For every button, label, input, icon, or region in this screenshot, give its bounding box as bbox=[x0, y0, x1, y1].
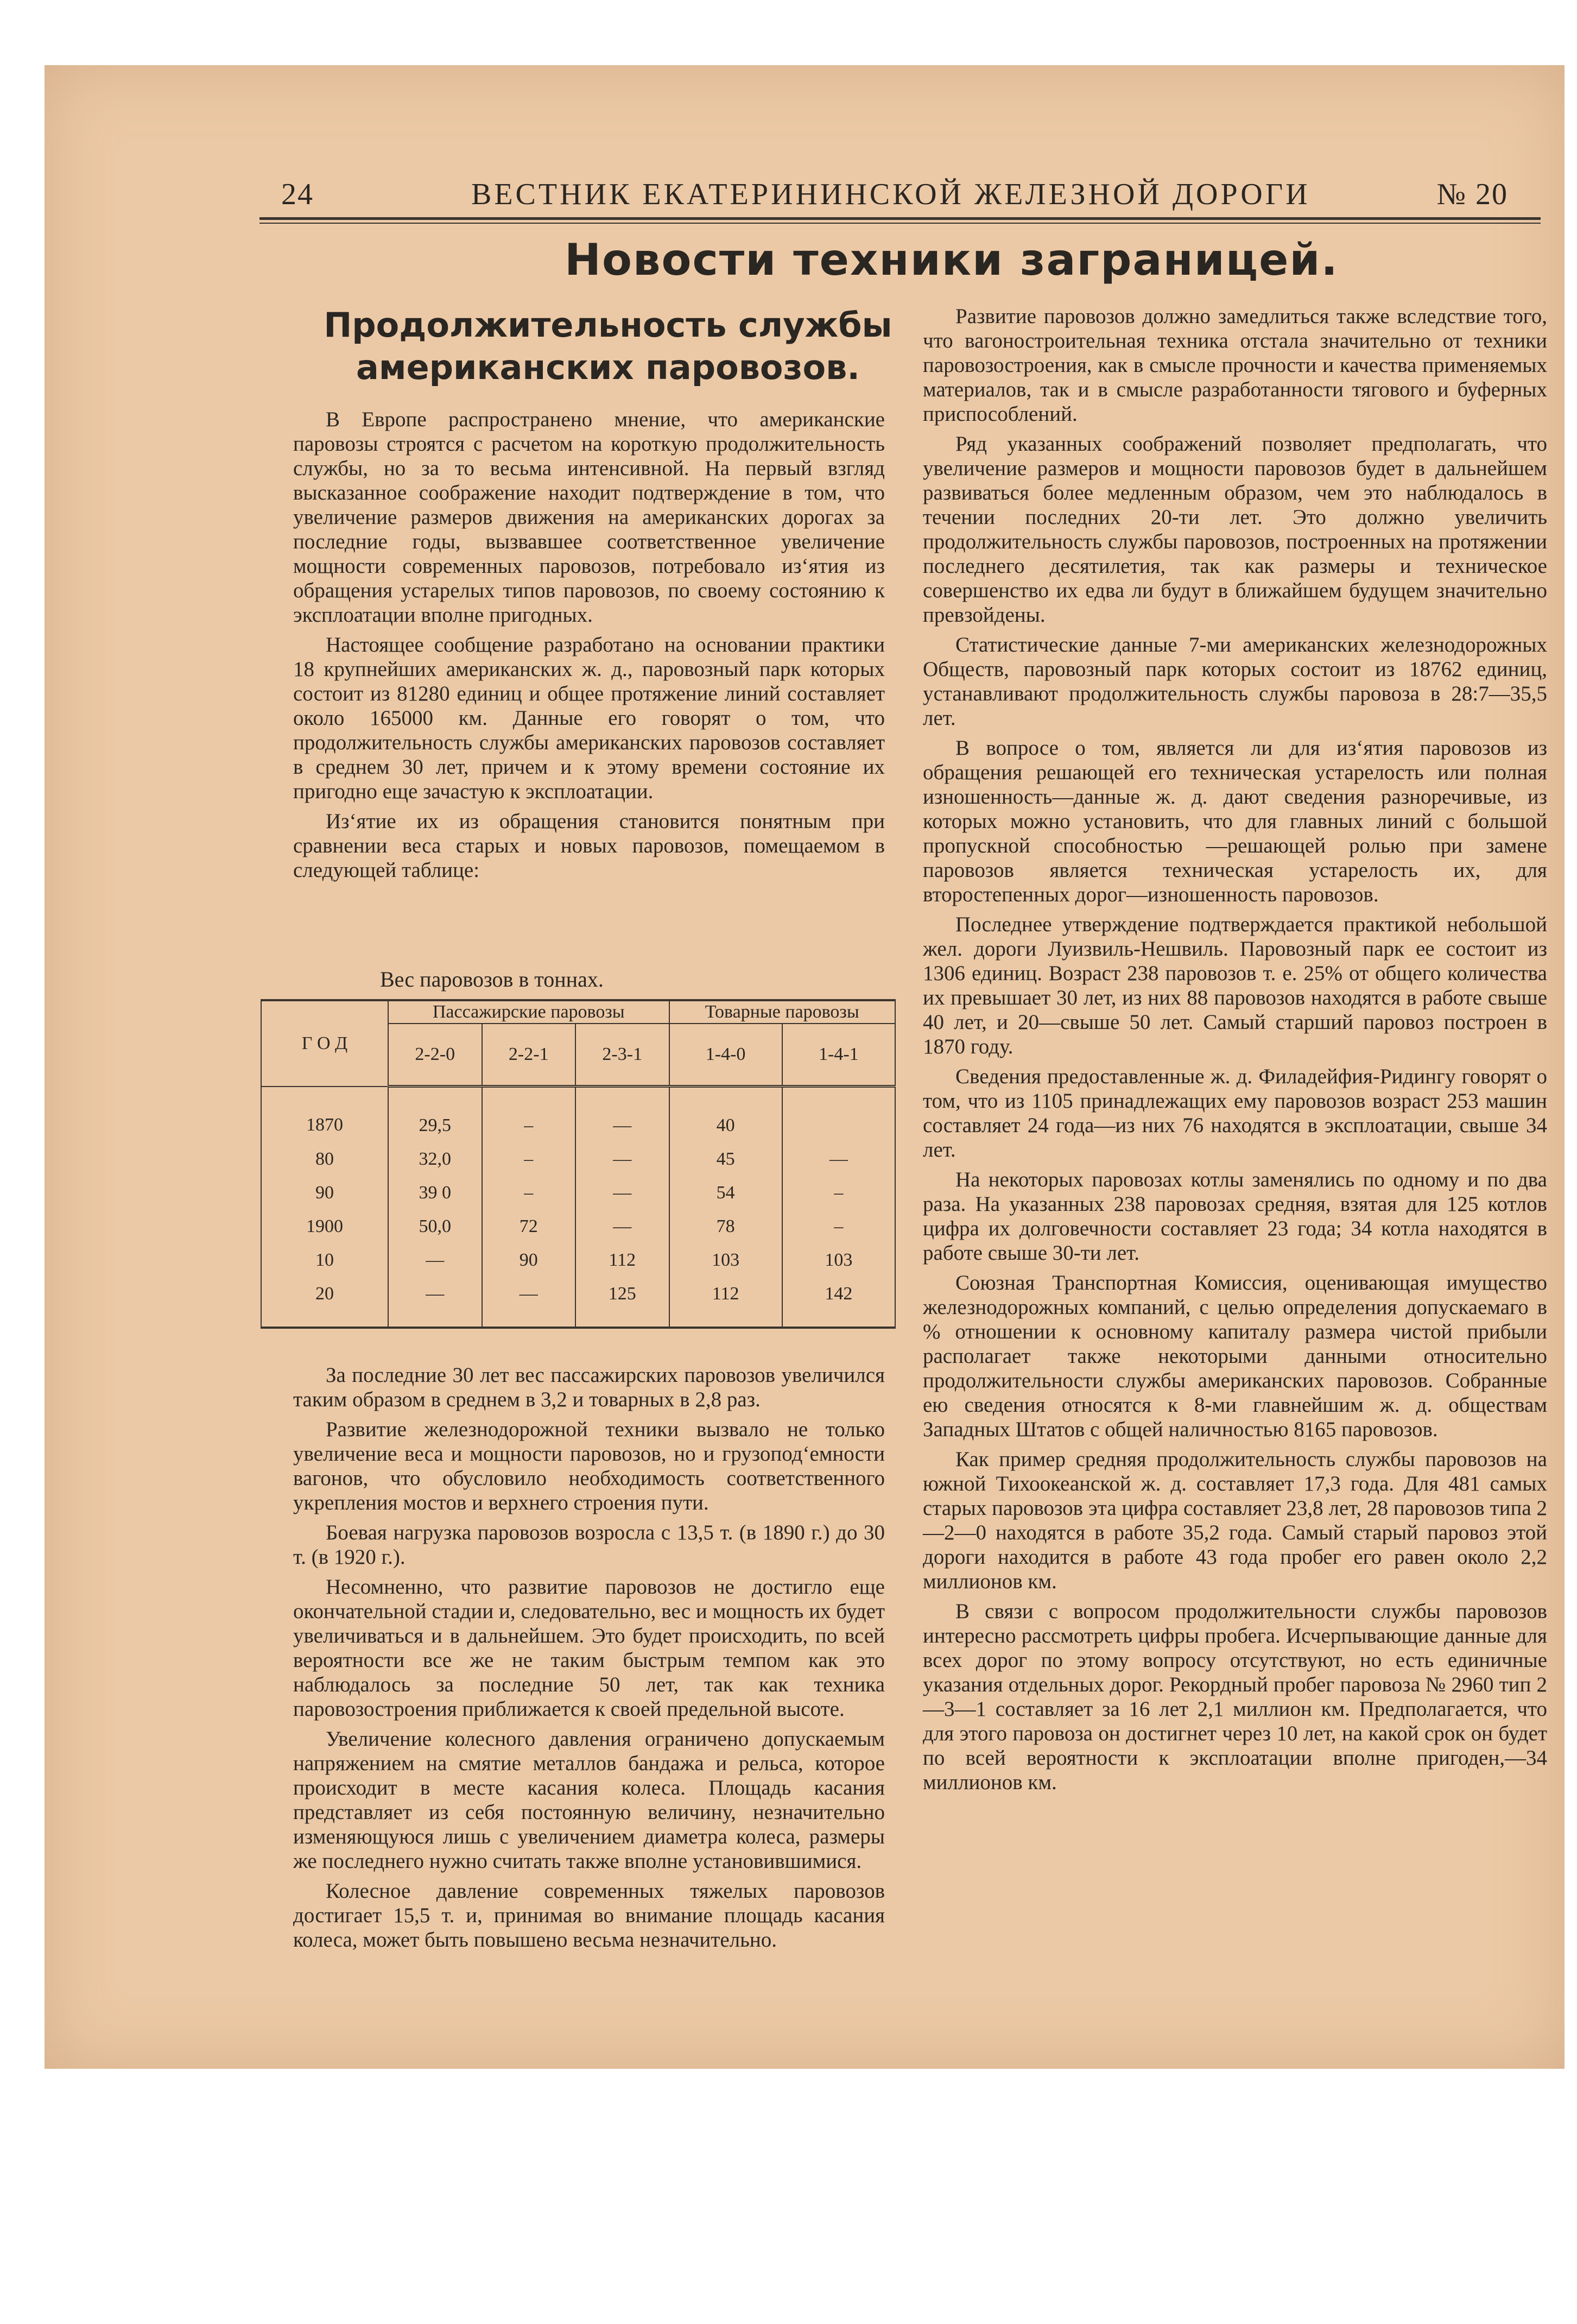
freight-group-header: Товарные паровозы bbox=[669, 1000, 896, 1024]
paragraph: Боевая нагрузка паровозов возросла с 13,5 т. (в 1890 г.) до 30 т. (в 1920 г.). bbox=[293, 1521, 885, 1569]
table-row bbox=[261, 1277, 895, 1328]
paragraph: Развитие паровозов должно замедлиться также вследствие того, что вагоностроительная техника отстала значительно от техники паровозостроения, как в смысле прочности и качества применяемых материалов, так и в смысле разработанности тягового и буферных приспособлений. bbox=[923, 305, 1547, 426]
locomotive-weight-table bbox=[261, 999, 896, 1329]
year-header: Г О Д bbox=[261, 1000, 388, 1087]
cell: – bbox=[482, 1087, 576, 1143]
paragraph: Настоящее сообщение разработано на основании практики 18 крупнейших американских ж. д., паровозный парк которых состоит из 81280 единиц и общее протяжение линий составляет около 165000 км. Данные его говорят о том, что продолжительность службы американских паровозов составляет в среднем 30 лет, причем и к этому времени состояние их пригодно еще зачастую к эксплоатации. bbox=[293, 633, 885, 803]
paragraph: За последние 30 лет вес пассажирских паровозов увеличился таким образом в среднем в 3,2 и товарных в 2,8 раз. bbox=[293, 1363, 885, 1411]
cell bbox=[782, 1087, 895, 1143]
paragraph: Последнее утверждение подтверждается практикой небольшой жел. дороги Луизвиль-Нешвиль. Паровозный парк ее состоит из 1306 единиц. Возраст 238 паровозов т. е. 25% от общего количества их превышает 30 лет, из них 88 паровозов находятся в работе свыше 40 лет, и 20—свыше 50 лет. Самый старший паровоз построен в 1870 году. bbox=[923, 913, 1547, 1058]
cell: — bbox=[575, 1176, 669, 1210]
cell: 1900 bbox=[261, 1210, 388, 1243]
paragraph: В вопросе о том, является ли для из‘ятия паровозов из обращения решающей его техническая устарелость или полная изношенность—данные ж. д. дают сведения разноречивые, из которых можно установить, что для главных линий с большой пропускной способностью —решающей ролью при замене паровозов является техническая устарелость их, для второстепенных дорог—изношенность паровозов. bbox=[923, 736, 1547, 906]
cell: 90 bbox=[482, 1243, 576, 1277]
passenger-group-header: Пассажирские паровозы bbox=[388, 1000, 669, 1024]
paragraph: Ряд указанных соображений позволяет предполагать, что увеличение размеров и мощности паровозов будет в дальнейшем развиваться более медленным образом, чем это наблюдалось в течении последних 20-ти лет. Это должно увеличить продолжительность службы паровозов, построенных на протяжении последнего десятилетия, так как размеры и техническое совершенство их едва ли будут в ближайшем будущем значительно превзойдены. bbox=[923, 432, 1547, 627]
cell: 112 bbox=[575, 1243, 669, 1277]
cell: — bbox=[388, 1243, 482, 1277]
cell: 50,0 bbox=[388, 1210, 482, 1243]
cell: — bbox=[575, 1142, 669, 1176]
cell: – bbox=[482, 1176, 576, 1210]
table-row bbox=[261, 1210, 895, 1243]
table-caption: Вес паровозов в тоннах. bbox=[380, 967, 604, 992]
cell: 10 bbox=[261, 1243, 388, 1277]
cell: 1870 bbox=[261, 1087, 388, 1143]
cell: 54 bbox=[669, 1176, 782, 1210]
cell: 80 bbox=[261, 1142, 388, 1176]
table-row bbox=[261, 1243, 895, 1277]
cell: – bbox=[482, 1142, 576, 1176]
cell: 39 0 bbox=[388, 1176, 482, 1210]
paragraph: В Европе распространено мнение, что американские паровозы строятся с расчетом на короткую продолжительность службы, но за то весьма интенсивной. На первый взгляд высказанное соображение находит подтверждение в том, что увеличение размеров движения на американских дорогах за последние годы, вызвавшее соответственное увеличение мощности современных паровозов, потребовало из‘ятия из обращения устарелых типов паровозов, по своему состоянию к эксплоатации вполне пригодных. bbox=[293, 408, 885, 627]
column-2 bbox=[923, 304, 1547, 1800]
column-1-bottom bbox=[293, 1363, 885, 1957]
paragraph: Колесное давление современных тяжелых паровозов достигает 15,5 т. и, принимая во внимание площадь касания колеса, может быть повышено весьма незначительно. bbox=[293, 1879, 885, 1952]
cell: — bbox=[575, 1087, 669, 1143]
paragraph: Несомненно, что развитие паровозов не достигло еще окончательной стадии и, следовательно, вес и мощность их будет увеличиваться и в дальнейшем. Это будет происходить, по всей вероятности все же не таким быстрым темпом как это наблюдалось за последние 50 лет, так как техника паровозостроения приближается к своей предельной высоте. bbox=[293, 1575, 885, 1721]
cell: 45 bbox=[669, 1142, 782, 1176]
header-rule bbox=[259, 217, 1541, 220]
table-row bbox=[261, 1087, 895, 1143]
type-header: 2-2-0 bbox=[388, 1024, 482, 1087]
cell: 20 bbox=[261, 1277, 388, 1328]
paragraph: Статистические данные 7-ми американских железнодорожных Обществ, паровозный парк которых состоит из 18762 единиц, устанавливают продолжительность службы паровоза в 28:7—35,5 лет. bbox=[923, 633, 1547, 730]
cell: 90 bbox=[261, 1176, 388, 1210]
cell: 32,0 bbox=[388, 1142, 482, 1176]
header-rule-thin bbox=[259, 223, 1541, 224]
cell: — bbox=[575, 1210, 669, 1243]
paragraph: Развитие железнодорожной техники вызвало не только увеличение веса и мощности паровозов, но и грузопод‘емности вагонов, что обусловило необходимость соответственного укрепления мостов и верхнего строения пути. bbox=[293, 1418, 885, 1514]
cell: 125 bbox=[575, 1277, 669, 1328]
paragraph: Из‘ятие их из обращения становится понятным при сравнении веса старых и новых паровозов, помещаемом в следующей таблице: bbox=[293, 810, 885, 882]
cell: 40 bbox=[669, 1087, 782, 1143]
paragraph: Сведения предоставленные ж. д. Филадейфия-Ридингу говорят о том, что из 1105 принадлежащих ему паровозов возраст 253 машин составляет 24 года—из них 76 находятся в эксплоатации, свыше 34 лет. bbox=[923, 1065, 1547, 1161]
type-header: 2-3-1 bbox=[575, 1024, 669, 1087]
paragraph: Союзная Транспортная Комиссия, оценивающая имущество железнодорожных компаний, с целью определения допускаемаго в % отношении к основному капиталу размера чистой прибыли располагает также некоторыми данными относительно продолжительности службы американских паровозов. Собранные ею сведения относятся к 8-ми главнейшим ж. д. обществам Западных Штатов с общей наличностью 8165 паровозов. bbox=[923, 1271, 1547, 1441]
cell: 103 bbox=[782, 1243, 895, 1277]
page-title: Новости техники заграницей. bbox=[565, 235, 1339, 285]
cell: 112 bbox=[669, 1277, 782, 1328]
cell: – bbox=[782, 1176, 895, 1210]
type-header: 1-4-0 bbox=[669, 1024, 782, 1087]
type-header: 2-2-1 bbox=[482, 1024, 576, 1087]
paragraph: Увеличение колесного давления ограничено допускаемым напряжением на смятие металлов бандажа и рельса, которое происходит в месте касания колеса. Площадь касания представляет из себя постоянную величину, незначительно изменяющуюся лишь с увеличением диаметра колеса, размеры же последнего нужно считать также вполне установившимися. bbox=[293, 1727, 885, 1873]
cell: 142 bbox=[782, 1277, 895, 1328]
page-header bbox=[259, 173, 1513, 216]
type-header: 1-4-1 bbox=[782, 1024, 895, 1087]
issue-number: № 20 bbox=[1436, 178, 1508, 211]
cell: – bbox=[782, 1210, 895, 1243]
paragraph: В связи с вопросом продолжительности службы паровозов интересно рассмотреть цифры пробега. Исчерпывающие данные для всех дорог по этому вопросу отсутствуют, но есть единичные указания отдельных дорог. Рекордный пробег паровоза № 2960 тип 2—3—1 составляет за 16 лет 2,1 миллион км. Предполагается, что для этого паровоза он достигнет через 10 лет, на какой срок он будет по всей вероятности к эксплоатации вполне пригоден,—34 миллионов км. bbox=[923, 1600, 1547, 1794]
cell: — bbox=[388, 1277, 482, 1328]
cell: 103 bbox=[669, 1243, 782, 1277]
cell: 29,5 bbox=[388, 1087, 482, 1143]
page-number: 24 bbox=[281, 178, 314, 211]
cell: — bbox=[782, 1142, 895, 1176]
paragraph: Как пример средняя продолжительность службы паровозов на южной Тихоокеанской ж. д. составляет 17,3 года. Для 481 самых старых паровозов эта цифра составляет 23,8 лет, 28 паровозов типа 2—2—0 находятся в работе 35,2 года. Самый старый паровоз этой дороги находится в работе 43 года пробег его равен около 2,2 миллионов км. bbox=[923, 1448, 1547, 1593]
column-1-top bbox=[293, 407, 885, 888]
cell: — bbox=[482, 1277, 576, 1328]
journal-title: ВЕСТНИК ЕКАТЕРИНИНСКОЙ ЖЕЛЕЗНОЙ ДОРОГИ bbox=[471, 178, 1310, 211]
article-title: Продолжительность службы американских паровозов. bbox=[324, 305, 892, 387]
paragraph: На некоторых паровозах котлы заменялись по одному и по два раза. На указанных 238 паровозах средняя, взятая для 125 котлов цифра их долговечности составляет 23 года; 34 котла находятся в работе свыше 30-ти лет. bbox=[923, 1168, 1547, 1265]
cell: 72 bbox=[482, 1210, 576, 1243]
table-row bbox=[261, 1142, 895, 1176]
table-row bbox=[261, 1176, 895, 1210]
cell: 78 bbox=[669, 1210, 782, 1243]
